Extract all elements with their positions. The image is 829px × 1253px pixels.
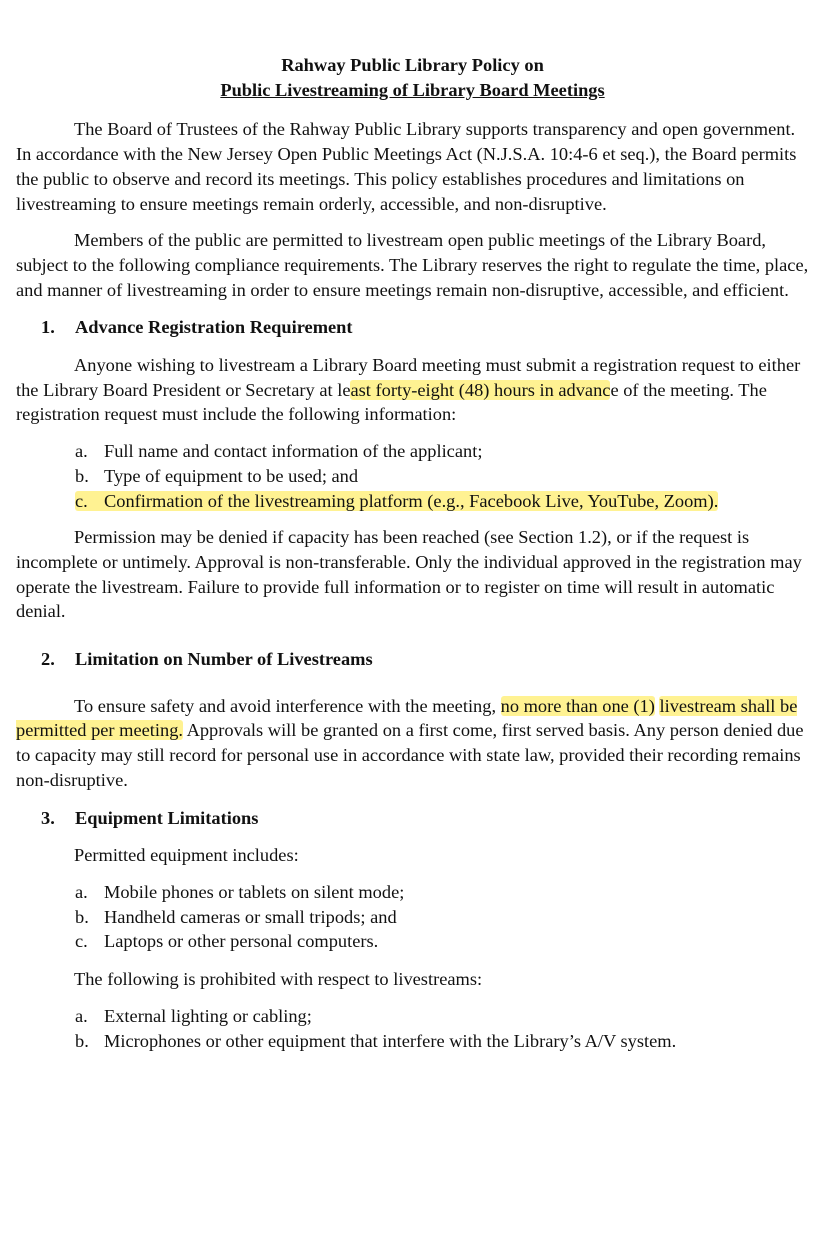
section-1-paragraph-2: Permission may be denied if capacity has been reached (see Section 1.2), or if the request is incomplete or untimely. Approval is non-transferable. Only the individual approved in the registration may operate the livestream. Failure to provide full information or to register on time will result in automatic denial. [16,527,802,622]
list-item-text: Mobile phones or tablets on silent mode; [104,881,405,902]
highlight-one-livestream: no more than one (1) [500,695,655,716]
section-3-title: Equipment Limitations [75,807,259,828]
list-item [16,1004,809,1029]
list-item [16,489,809,514]
list-item [16,880,809,905]
registration-requirements-list [16,439,809,513]
highlight-48-hours: ast forty-eight (48) hours in advanc [350,379,611,400]
list-item-text: Type of equipment to be used; and [104,465,359,486]
list-item-text: Confirmation of the livestreaming platform (e.g., Facebook Live, YouTube, Zoom). [104,490,719,511]
permitted-equipment-list [16,880,809,954]
highlight-per-meeting: livestream shall be permitted per meeting. [16,695,798,741]
list-item-text: Laptops or other personal computers. [104,931,379,952]
document-subtitle: Public Livestreaming of Library Board Meetings [220,79,605,100]
list-item-text: Full name and contact information of the applicant; [104,441,483,462]
list-item-label: a. [75,1005,88,1026]
list-item-label: b. [75,1030,89,1051]
list-item-label: b. [75,465,89,486]
section-2-text-a: To ensure safety and avoid interference with the meeting, [74,695,501,716]
list-item-text: Handheld cameras or small tripods; and [104,906,397,927]
list-item-label: a. [75,881,88,902]
section-2-text-b: Approvals will be granted on a first come, first served basis. Any person denied due to capacity may still record for personal use in accordance with state law, provided their recording remains non-disruptive. [16,720,804,790]
prohibited-equipment-intro: The following is prohibited with respect to livestreams: [74,969,483,990]
section-2-heading [41,647,809,672]
list-item [16,464,809,489]
list-item-text: Microphones or other equipment that interfere with the Library’s A/V system. [104,1030,677,1051]
intro-paragraph-2: Members of the public are permitted to livestream open public meetings of the Library Board, subject to the following compliance requirements. The Library reserves the right to regulate the time, place, and manner of livestreaming in order to ensure meetings remain non-disruptive, accessible, and efficient. [16,230,809,300]
list-item-label: b. [75,906,89,927]
policy-document [0,53,829,1253]
highlight-platform-item [75,491,718,511]
document-title: Rahway Public Library Policy on [281,55,544,75]
section-1-paragraph [16,353,809,427]
section-1-text-a: Anyone wishing to livestream a Library Board meeting must submit a registration request to either the Library Board President or Secretary at le [16,355,801,400]
list-item-label: a. [75,441,88,462]
intro-paragraph-1: The Board of Trustees of the Rahway Public Library supports transparency and open government. In accordance with the New Jersey Open Public Meetings Act (N.J.S.A. 10:4-6 et seq.), the Board permits the public to observe and record its meetings. This policy establishes procedures and limitations on livestreaming to ensure meetings remain orderly, accessible, and non-disruptive. [16,119,797,214]
section-1-text-b: e of the meeting. The registration request must include the following information: [16,379,767,425]
prohibited-equipment-list [16,1004,809,1053]
section-2-title: Limitation on Number of Livestreams [75,649,373,670]
list-item-label: c. [75,931,88,952]
section-2-paragraph [16,694,809,793]
section-3-number: 3. [41,807,55,828]
list-item [16,439,809,464]
section-2-number: 2. [41,649,55,670]
section-1-heading [41,315,809,340]
section-3-heading [41,806,809,831]
permitted-equipment-intro: Permitted equipment includes: [74,845,299,866]
list-item-text: External lighting or cabling; [104,1005,312,1026]
list-item [16,905,809,930]
section-1-title: Advance Registration Requirement [75,317,353,338]
list-item-label: c. [75,490,88,511]
section-1-number: 1. [41,317,55,338]
list-item [16,1029,809,1054]
list-item [16,929,809,954]
